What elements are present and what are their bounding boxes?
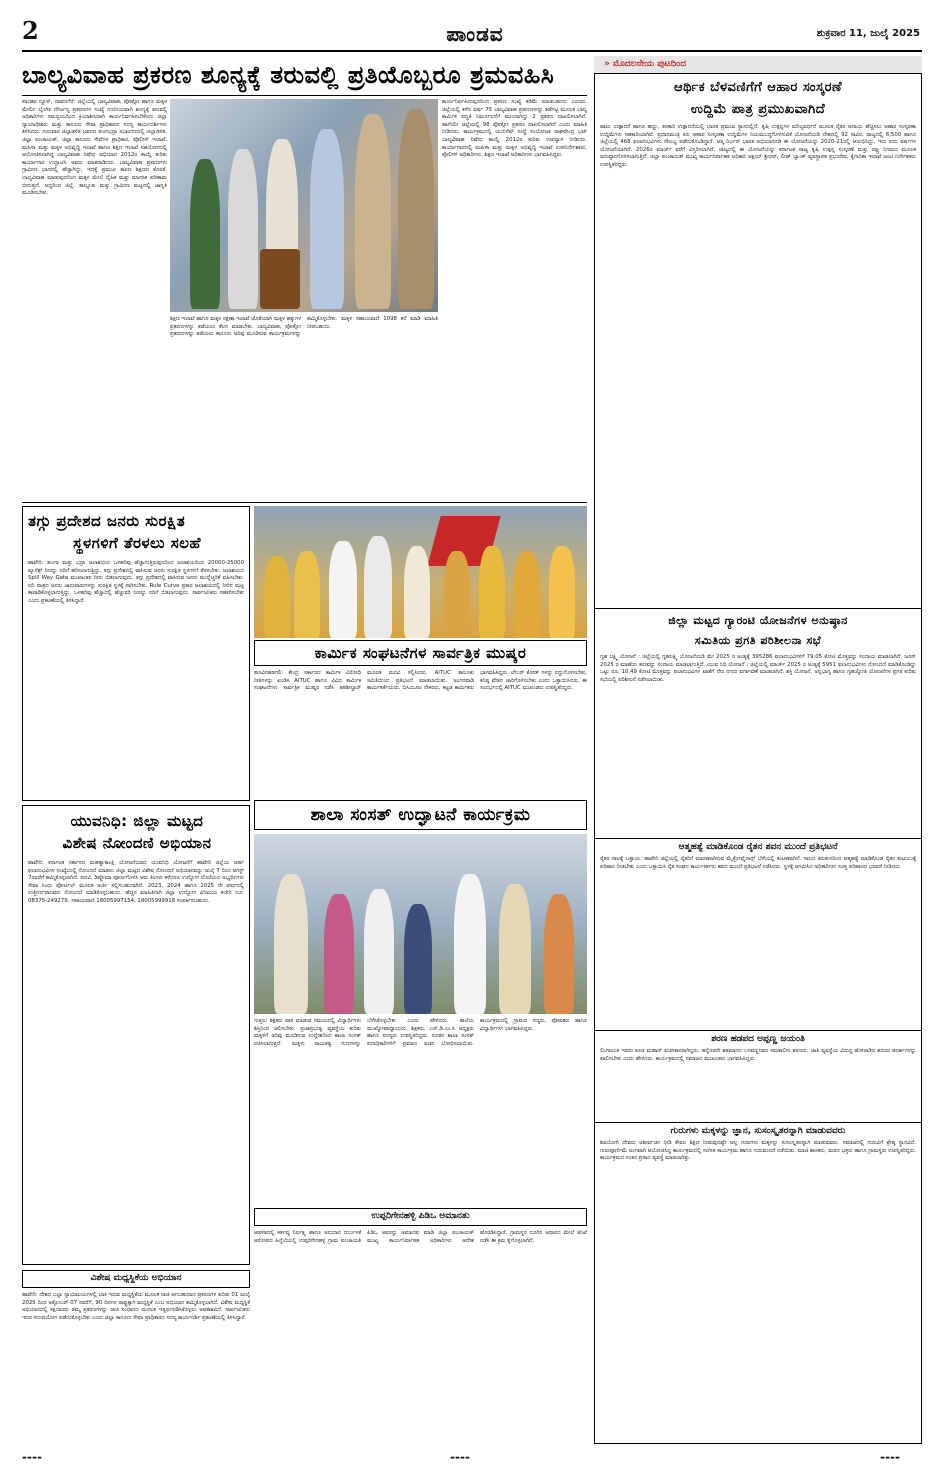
story4-body: ಹಾವೇರಿ: ಕರ್ನಾಟಕ ಸರ್ಕಾರದ ಮಹತ್ವಾಕಾಂಕ್ಷಿ ಯೋಜನೆಯಾದ ಯುವನಿಧಿ ಯೋಜನೆಗೆ ಹಾವೇರಿ ಜಿಲ್ಲೆಯ ಅರ್ಹ ಫಲಾನುಭವಿಗಳ ಸಂಖ್ಯೆಯಲ್ಲಿ ನೋಂದಣಿ ಮಾಡಲು ಜಿಲ್ಲಾ ಮಟ್ಟದ ವಿಶೇಷ ನೋಂದಣಿ ಅಭಿಯಾನವನ್ನು ಜುಲೈ 7 ರಿಂದ ಆಗಸ್ಟ್ 7ರವರೆಗೆ ಹಮ್ಮಿಕೊಳ್ಳಲಾಗಿದೆ. ಪದವಿ, ಡಿಪ್ಲೊಮಾ ಪೂರ್ಣಗೊಳಿಸಿ ಆರು ತಿಂಗಳು ಕಳೆದರೂ ಉದ್ಯೋಗ ದೊರೆಯದ ಅಭ್ಯರ್ಥಿಗಳು ಸೇವಾ ಸಿಂಧು ಪೋರ್ಟಲ್ ಮೂಲಕ ಅರ್ಜಿ ಸಲ್ಲಿಸಬಹುದಾಗಿದೆ. 2023, 2024 ಹಾಗೂ 2025 ನೇ ವರ್ಷದಲ್ಲಿ ಉತ್ತೀರ್ಣರಾದವರು ನೋಂದಣಿ ಮಾಡಿಕೊಳ್ಳಬಹುದು. ಹೆಚ್ಚಿನ ಮಾಹಿತಿಗಾಗಿ ಜಿಲ್ಲಾ ಉದ್ಯೋಗ ವಿನಿಮಯ ಕಚೇರಿ ದೂ: 08375-249279, ಸಹಾಯವಾಣಿ 18005997154, 18005999918 ಸಂಪರ್ಕಿಸಬಹುದು. [28, 860, 244, 904]
story5-body: ಹಾವೇರಿ: ದೇಶದ ಎಲ್ಲಾ ನ್ಯಾಯಾಲಯಗಳಲ್ಲಿ ಬಾಕಿ ಇರುವ ಮಧ್ಯಸ್ಥಿಕೆಯ ಮೂಲಕ ರಾಜಿ ಆಗಬಹುದಾದ ಪ್ರಕರಣಗಳ ಕುರಿತು 01 ಜುಲೈ 2025 ರಿಂದ ಅಕ್ಟೋಬರ್ 07 ರವರೆಗೆ, 90 ದಿನಗಳ ರಾಷ್ಟ್ರಕ್ಕಾಗಿ ಮಧ್ಯಸ್ಥಿಕೆ ಎಂಬ ಅಭಿಯಾನ ಹಮ್ಮಿಕೊಳ್ಳಲಾಗಿದೆ. ವಿಶೇಷ ಮಧ್ಯಸ್ಥಿಕೆ ಅಭಿಯಾನದಲ್ಲಿ ಕಕ್ಷಿದಾರರು ತಮ್ಮ ಪ್ರಕರಣಗಳನ್ನು ರಾಜಿ ಸಂಧಾನದ ಮೂಲಕ ಇತ್ಯರ್ಥಪಡಿಸಿಕೊಳ್ಳಲು ಅವಕಾಶವಿದೆ. ಸಾರ್ವಜನಿಕರು ಇದರ ಸದುಪಯೋಗ ಪಡೆದುಕೊಳ್ಳಬೇಕು ಎಂದು ಜಿಲ್ಲಾ ಕಾನೂನು ಸೇವಾ ಪ್ರಾಧಿಕಾರದ ಸದಸ್ಯ ಕಾರ್ಯದರ್ಶಿ ಪ್ರಕಟಣೆಯಲ್ಲಿ ತಿಳಿಸಿದ್ದಾರೆ. [22, 1292, 250, 1321]
right-banner [594, 56, 922, 74]
story4-headline-line2: ವಿಶೇಷ ನೋಂದಣಿ ಅಭಿಯಾನ [62, 834, 212, 852]
story3-photo [254, 506, 587, 638]
footer-right-dashes: ---- [880, 1450, 900, 1464]
right-story-a-body: ಹಾಲು ಉತ್ಪಾದನೆ ಹಾಗೂ ಹಣ್ಣು, ತರಕಾರಿ ಉತ್ಪಾದನೆಯಲ್ಲಿ ಭಾರತ ಪ್ರಮುಖ ಸ್ಥಾನದಲ್ಲಿದೆ. ಕೃಷಿ ಉತ್ಪನ್ನಗಳ ಮೌಲ್ಯವರ್ಧನೆ ಮೂಲಕ ರೈತರ ಆದಾಯ ಹೆಚ್ಚಿಸಲು ಆಹಾರ ಸಂಸ್ಕರಣಾ ಉದ್ದಿಮೆಗಳು ಸಹಕಾರಿಯಾಗಿವೆ. ಪ್ರಧಾನಮಂತ್ರಿ ಕಿರು ಆಹಾರ ಸಂಸ್ಕರಣಾ ಉದ್ದಿಮೆಗಳ ನಿಯಮಬದ್ಧಗೊಳಿಸುವಿಕೆ ಯೋಜನೆಯಡಿ ದೇಶದಲ್ಲಿ 92 ಸಾವಿರ, ರಾಜ್ಯದಲ್ಲಿ 6,500 ಹಾಗೂ ಜಿಲ್ಲೆಯಲ್ಲಿ 468 ಫಲಾನುಭವಿಗಳು ಸೌಲಭ್ಯ ಪಡೆದುಕೊಂಡಿದ್ದಾರೆ. ಆತ್ಮ ನಿರ್ಭರ್ ಭಾರತ ಅಭಿಯಾನದಡಿ ಈ ಯೋಜನೆಯನ್ನು 2020-21ರಲ್ಲಿ ಆರಂಭಿಸಿದ್ದು, ಇದು ಐದು ವರ್ಷಗಳ ಯೋಜನೆಯಾಗಿದೆ. 2026ರ ಮಾರ್ಚ್ ವರೆಗೆ ವಿಸ್ತರಿಸಲಾಗಿದೆ. ರಾಜ್ಯದಲ್ಲಿ ಈ ಯೋಜನೆಯನ್ನು ಕರ್ನಾಟಕ ರಾಜ್ಯ ಕೃಷಿ ಉತ್ಪನ್ನ ಸಂಸ್ಕರಣೆ ಮತ್ತು ರಫ್ತು ನಿಗಮದ ಮೂಲಕ ಅನುಷ್ಠಾನಗೊಳಿಸಲಾಗುತ್ತಿದೆ. ಜಿಲ್ಲಾ ಪಂಚಾಯತ್ ಮುಖ್ಯ ಕಾರ್ಯನಿರ್ವಾಹಕ ಅಧಿಕಾರಿ ಅಕ್ಷಯ್ ಶ್ರೀಧರ್, ಲೀಡ್ ಬ್ಯಾಂಕ್ ವ್ಯವಸ್ಥಾಪಕ ಪ್ರಭುದೇವ, ಕೈಗಾರಿಕಾ ಇಲಾಖೆ ಜಂಟಿ ನಿರ್ದೇಶಕರು ಉಪಸ್ಥಿತರಿದ್ದರು. [600, 124, 916, 168]
right-story-c-body: ರೈತರ ಸಾಲಕ್ಕೆ ಒತ್ತಾಯ: ಹಾವೇರಿ ಜಿಲ್ಲೆಯಲ್ಲಿ ರೈತರಿಗೆ ಮಾರಕವಾಗಿರುವ ಮೈಕ್ರೋಫೈನಾನ್ಸ್ ಬೆಳೆಯಲ್ಲಿ ಕಂಟಕವಾಗಿದೆ. ಸಾಲದ ಕಿರುಕುಳದಿಂದ ಆತ್ಮಹತ್ಯೆ ಮಾಡಿಕೊಂಡ ರೈತನ ಕುಟುಂಬಕ್ಕೆ ಪರಿಹಾರ ನೀಡಬೇಕು ಎಂದು ಒತ್ತಾಯಿಸಿ ರೈತ ಸಂಘದ ಕಾರ್ಯಕರ್ತರು ಶವದ ಮುಂದೆ ಪ್ರತಿಭಟನೆ ನಡೆಸಿದರು. ಸ್ಥಳಕ್ಕೆ ಆಗಮಿಸಿದ ಅಧಿಕಾರಿಗಳು ಸೂಕ್ತ ಪರಿಹಾರದ ಭರವಸೆ ನೀಡಿದರು. [600, 856, 916, 870]
story3-body: ಹೂವಿನಹಡಗಲಿ: ಕೇಂದ್ರ ಸರ್ಕಾರದ ಕಾರ್ಮಿಕ ವಿರೋಧಿ ನೀತಿಗಳನ್ನು ಖಂಡಿಸಿ AITUC ಹಾಗೂ ವಿವಿಧ ಕಾರ್ಮಿಕ ಸಂಘಟನೆಗಳು ಸಾರ್ವತ್ರಿಕ ಮುಷ್ಕರ ನಡೆಸಿ ತಹಶೀಲ್ದಾರ್ ಮೂಲಕ ಮನವಿ ಸಲ್ಲಿಸಿದರು. AITUC ತಾಲೂಕು ಸಮಿತಿಯಿಂದ ಪ್ರತಿಭಟನೆ ಮಾಡಲಾಯಿತು. ಅಂಗನವಾಡಿ ಕಾರ್ಯಕರ್ತೆಯರು, ಬಿಸಿಯೂಟ ನೌಕರರು, ಕಟ್ಟಡ ಕಾರ್ಮಿಕರು ಭಾಗವಹಿಸಿದ್ದರು. ಲೇಬರ್ ಕೋಡ್ ಗಳನ್ನು ರದ್ದುಗೊಳಿಸಬೇಕು, ಕನಿಷ್ಠ ವೇತನ ಜಾರಿಗೊಳಿಸಬೇಕು ಎಂದು ಒತ್ತಾಯಿಸಿದರು. ಈ ಸಂದರ್ಭದಲ್ಲಿ AITUC ಮುಖಂಡರು ಉಪಸ್ಥಿತರಿದ್ದರು. [254, 670, 587, 692]
story1-rule [22, 95, 587, 96]
right-rule-4 [594, 1122, 922, 1123]
story3-headline: ಕಾರ್ಮಿಕ ಸಂಘಟನೆಗಳ ಸಾರ್ವತ್ರಿಕ ಮುಷ್ಕರ [314, 644, 527, 662]
story1-bottom-rule [22, 502, 587, 503]
right-story-d-body: ಲಿಂಗಾಯತ ಇವರು ಕೂಡ ಮಹಾನ್ ವಚನಕಾರರಾಗಿದ್ದರು. ಹನ್ನೆರಡನೇ ಶತಮಾನದ ಬಸವಣ್ಣನವರ ಸಮಕಾಲೀನ ಶರಣರು. ಜಾತಿ ವ್ಯವಸ್ಥೆಯ ವಿರುದ್ಧ ಹೋರಾಡಿದ ಶರಣರ ಆದರ್ಶಗಳನ್ನು ಪಾಲಿಸಬೇಕು ಎಂದು ಹೇಳಿದರು. ಕಾರ್ಯಕ್ರಮದಲ್ಲಿ ಸಮಾಜದ ಮುಖಂಡರು ಭಾಗವಹಿಸಿದ್ದರು. [600, 1048, 916, 1062]
right-story-d-head: ಶರಣ ಹಡಪದ ಅಪ್ಪಣ್ಣ ಜಯಂತಿ [711, 1034, 805, 1044]
story1-col-mid: ಶಿಕ್ಷಣ ಇಲಾಖೆ ಹಾಗೂ ಮಕ್ಕಳ ರಕ್ಷಣಾ ಇಲಾಖೆ ಜೊತೆಯಾಗಿ ಮಕ್ಕಳ ಹಕ್ಕುಗಳ ಪ್ರಕರಣಗಳನ್ನು ತಡೆಯಲು ಕೆಲಸ ಮಾಡಬೇಕು. ಬಾಲ್ಯವಿವಾಹ, ಪೋಕ್ಸೋ ಪ್ರಕರಣಗಳನ್ನು ತಡೆಯಲು ಕಾನೂನು ಅರಿವು ಮೂಡಿಸುವ ಕಾರ್ಯಕ್ರಮಗಳನ್ನು ಹಮ್ಮಿಕೊಳ್ಳಬೇಕು. ಮಕ್ಕಳ ಸಹಾಯವಾಣಿ 1098 ಕರೆ ಮಾಡಿ ಮಾಹಿತಿ ನೀಡಬಹುದು. [170, 316, 438, 338]
story4-headline-line1: ಯುವನಿಧಿ: ಜಿಲ್ಲಾ ಮಟ್ಟದ [70, 812, 204, 830]
page-number: 2 [22, 16, 39, 45]
right-story-b-body: ಗೃಹ ಲಕ್ಷ್ಮಿ ಯೋಜನೆ : ಜಿಲ್ಲೆಯಲ್ಲಿ ಗೃಹಲಕ್ಷ್ಮಿ ಯೋಜನೆಯಡಿ ಮೇ 2025 ರ ಅಂತ್ಯಕ್ಕೆ 395286 ಫಲಾನುಭವಿಗಳಿಗೆ 79.05 ಕೋಟಿ ಮೊತ್ತವನ್ನು ಸಂದಾಯ ಮಾಡಲಾಗಿದೆ. ಜೂನ್ 2025 ರ ಮಾಹೆಯ ಹಣವನ್ನು ಸಂದಾಯ ಮಾಡಲಾಗುತ್ತಿದೆ. ಯುವ ನಿಧಿ ಯೋಜನೆ : ಜಿಲ್ಲೆಯಲ್ಲಿ ಮಾರ್ಚ್ 2025 ರ ಅಂತ್ಯಕ್ಕೆ 5951 ಫಲಾನುಭವಿಗಳು ನೋಂದಣಿ ಮಾಡಿಕೊಂಡಿದ್ದು ಒಟ್ಟು ರೂ. 10.49 ಕೋಟಿ ಮೊತ್ತವನ್ನು ಫಲಾನುಭವಿಗಳ ಖಾತೆಗೆ ನೇರ ನಗದು ವರ್ಗಾವಣೆ ಮಾಡಲಾಗಿದೆ. ಶಕ್ತಿ ಯೋಜನೆ, ಅನ್ನಭಾಗ್ಯ ಹಾಗೂ ಗೃಹಜ್ಯೋತಿ ಯೋಜನೆಗಳ ಪ್ರಗತಿ ಕುರಿತು ಸಭೆಯಲ್ಲಿ ಪರಿಶೀಲನೆ ನಡೆಸಲಾಯಿತು. [600, 654, 916, 683]
story5-headline: ವಿಶೇಷ ಮಧ್ಯಸ್ಥಿಕೆಯ ಅಭಿಯಾನ [90, 1273, 182, 1283]
right-story-e-body: ಶಿವಯೋಗಿ ದೇವರು ಅಶೀರ್ವಚನ ನೀಡಿ ಕೇವಲ ಶಿಕ್ಷಣ ನೀಡುವುದಷ್ಟೇ ಅಲ್ಲ ಗುರುಗಳು ಮಕ್ಕಳನ್ನು ಸುಸಂಸ್ಕೃತರನ್ನಾಗಿ ಮಾಡುವವರು. ಸಮಾಜದಲ್ಲಿ ಗುರುವಿಗೆ ಶ್ರೇಷ್ಠ ಸ್ಥಾನವಿದೆ. ಗುರುಪೂರ್ಣಿಮೆ ಅಂಗವಾಗಿ ಆಯೋಜಿಸಿದ್ದ ಕಾರ್ಯಕ್ರಮದಲ್ಲಿ ಸಂಗೀತ ಕಾರ್ಯಕ್ರಮ ಹಾಗೂ ಗುರುವಂದನೆ ನಡೆಯಿತು. ಮಾಜಿ ಶಾಸಕರು, ಮಠದ ಭಕ್ತರು ಹಾಗೂ ಗ್ರಾಮಸ್ಥರು ಉಪಸ್ಥಿತರಿದ್ದರು. ಕಾರ್ಯಕ್ರಮದ ನಂತರ ಪ್ರಸಾದ ವ್ಯವಸ್ಥೆ ಮಾಡಲಾಗಿತ್ತು. [600, 1140, 916, 1162]
story2-headline-line2: ಸ್ಥಳಗಳಿಗೆ ತೆರಳಲು ಸಲಹೆ [73, 534, 201, 552]
story2-body: ಹಾವೇರಿ: ತುಂಗಾ ಮತ್ತು ಭದ್ರಾ ಜಲಾಶಯದ ಒಳಹರಿವು ಹೆಚ್ಚಾಗುತ್ತಿರುವುದರಿಂದ ಜಲಾಶಯದಿಂದ 20000-25000 ಕ್ಯೂಸೆಕ್ಸ್ ನೀರನ್ನು ನದಿಗೆ ಹರಿಸಲಾಗುತ್ತಿದ್ದು, ತಗ್ಗು ಪ್ರದೇಶದಲ್ಲಿ ವಾಸಿಸುವ ಜನರು ಸುರಕ್ಷಿತ ಸ್ಥಳಗಳಿಗೆ ತೆರಳಬೇಕು. ಜಲಾಶಯದ Spill Way Gate ಮುಖಾಂತರ ನೀರು ಬಿಡಲಾಗುವುದು. ತಗ್ಗು ಪ್ರದೇಶದಲ್ಲಿ ವಾಸಿಸುವ ಜನರು ಮುನ್ನೆಚ್ಚರಿಕೆ ವಹಿಸಬೇಕು. ನದಿ ಪಾತ್ರದ ಜನರು ಜಾನುವಾರುಗಳನ್ನು ಸುರಕ್ಷಿತ ಸ್ಥಳಕ್ಕೆ ಸಾಗಿಸಬೇಕು. Rule Curve ಪ್ರಕಾರ ಜಲಾಶಯದಲ್ಲಿ ನೀರಿನ ಮಟ್ಟ ಕಾಪಾಡಿಕೊಳ್ಳಲಾಗುತ್ತಿದ್ದು, ಒಳಹರಿವು ಹೆಚ್ಚಾದಲ್ಲಿ ಹೆಚ್ಚುವರಿ ನೀರನ್ನು ನದಿಗೆ ಬಿಡಲಾಗುವುದು. ಸಾರ್ವಜನಿಕರು ಸಹಕರಿಸಬೇಕು ಎಂದು ಪ್ರಕಟಣೆಯಲ್ಲಿ ತಿಳಿಸಿದ್ದಾರೆ. [28, 560, 244, 604]
story6-headline: ಶಾಲಾ ಸಂಸತ್ ಉದ್ಘಾಟನೆ ಕಾರ್ಯಕ್ರಮ [310, 805, 531, 825]
right-story-b-head2: ಸಮಿತಿಯ ಪ್ರಗತಿ ಪರಿಶೀಲನಾ ಸಭೆ [694, 634, 822, 647]
paper-name: ಪಾಂಡವ [446, 22, 504, 46]
story6-body: ಗುತ್ತಲ: ಶಿಕ್ಷಕರು ಪಾಠ ಮಾಡುವ ಸಮಯದಲ್ಲಿ ವಿದ್ಯಾರ್ಥಿಗಳು ಶಿಸ್ತಿನಿಂದ ಆಲಿಸಬೇಕು. ಪ್ರಜಾಪ್ರಭುತ್ವ ವ್ಯವಸ್ಥೆಯ ಕುರಿತು ಮಕ್ಕಳಿಗೆ ಅರಿವು ಮೂಡಿಸುವ ಉದ್ದೇಶದಿಂದ ಶಾಲಾ ಸಂಸತ್ ರಚಿಸಲಾಗುತ್ತದೆ. ಮಕ್ಕಳು ನಾಯಕತ್ವ ಗುಣಗಳನ್ನು ಬೆಳೆಸಿಕೊಳ್ಳಬೇಕು ಎಂದು ಹೇಳಿದರು. ಶಾಲೆಯ ಮುಖ್ಯೋಪಾಧ್ಯಾಯರು, ಶಿಕ್ಷಕರು, ಎಸ್.ಡಿ.ಎಂ.ಸಿ ಅಧ್ಯಕ್ಷರು ಹಾಗೂ ಸದಸ್ಯರು ಉಪಸ್ಥಿತರಿದ್ದರು. ನೂತನ ಶಾಲಾ ಸಂಸತ್ ಪದಾಧಿಕಾರಿಗಳಿಗೆ ಪ್ರಮಾಣ ವಚನ ಬೋಧಿಸಲಾಯಿತು. ಕಾರ್ಯಕ್ರಮದಲ್ಲಿ ಗ್ರಾಮದ ಗಣ್ಯರು, ಪೋಷಕರು ಹಾಗೂ ವಿದ್ಯಾರ್ಥಿಗಳು ಭಾಗವಹಿಸಿದ್ದರು. [254, 1018, 587, 1047]
footer-left-dashes: ---- [22, 1450, 42, 1464]
issue-date: ಶುಕ್ರವಾರ 11, ಜುಲೈ 2025 [816, 28, 920, 39]
story1-headline: ಬಾಲ್ಯವಿವಾಹ ಪ್ರಕರಣ ಶೂನ್ಯಕ್ಕೆ ತರುವಲ್ಲಿ ಪ್ರತಿಯೊಬ್ಬರೂ ಶ್ರಮವಹಿಸಿ [22, 61, 555, 89]
right-story-a-head1: ಆರ್ಥಿಕ ಬೆಳವಣಿಗೆಗೆ ಆಹಾರ ಸಂಸ್ಕರಣೆ [674, 80, 842, 95]
story1-col1: ಪಾಂಡವ ನ್ಯೂಸ್, ದಾವಣಗೆರೆ: ಜಿಲ್ಲೆಯಲ್ಲಿ ಬಾಲ್ಯವಿವಾಹ, ಪೋಕ್ಸೋ ಹಾಗೂ ಮಕ್ಕಳ ಮೇಲಿನ ಲೈಂಗಿಕ ದೌರ್ಜನ್ಯ ಪ್ರಕರಣಗಳ ಸಂಖ್ಯೆ ಗಣನೀಯವಾಗಿ ಶೂನ್ಯಕ್ಕೆ ತರುವಲ್ಲಿ ಅಧಿಕಾರಿಗಳು ಸಮನ್ವಯದಿಂದ ಕ್ರಿಯಾಶೀಲರಾಗಿ ಕಾರ್ಯನಿರ್ವಹಿಸಬೇಕೆಂದು ಜಿಲ್ಲಾ ನ್ಯಾಯಾಧೀಶರು ಮತ್ತು ಕಾನೂನು ಸೇವಾ ಪ್ರಾಧಿಕಾರದ ಸದಸ್ಯ ಕಾರ್ಯದರ್ಶಿಗಳು ತಿಳಿಸಿದರು. ಗುರುವಾರ ಜಿಲ್ಲಾಡಳಿತ ಭವನದ ತುಂಗಭದ್ರಾ ಸಭಾಂಗಣದಲ್ಲಿ ಜಿಲ್ಲಾಡಳಿತ, ಜಿಲ್ಲಾ ಪಂಚಾಯತ್, ಜಿಲ್ಲಾ ಕಾನೂನು ಸೇವೆಗಳ ಪ್ರಾಧಿಕಾರ, ಪೊಲೀಸ್ ಇಲಾಖೆ, ಮಹಿಳಾ ಮತ್ತು ಮಕ್ಕಳ ಅಭಿವೃದ್ಧಿ ಇಲಾಖೆ ಹಾಗೂ ಶಿಕ್ಷಣ ಇಲಾಖೆ ಸಹಯೋಗದಲ್ಲಿ ಆಯೋಜಿಸಲಾಗಿದ್ದ ಬಾಲ್ಯವಿವಾಹ ನಿಷೇಧ ಅಭಿಯಾನ 2012ರ ಕಾಯ್ದೆ ಕುರಿತು ಕಾರ್ಯಾಗಾರ ಉದ್ಘಾಟಿಸಿ ಅವರು ಮಾತನಾಡಿದರು. ಬಾಲ್ಯವಿವಾಹ ಪ್ರಕರಣಗಳು ಗ್ರಾಮೀಣ ಭಾಗದಲ್ಲಿ ಹೆಚ್ಚಾಗಿದ್ದು, ಇದಕ್ಕೆ ಪ್ರಮುಖ ಕಾರಣ ಶಿಕ್ಷಣದ ಕೊರತೆ. ಬಾಲ್ಯವಿವಾಹ ಮಾಡುವುದರಿಂದ ಮಕ್ಕಳ ಮೇಲೆ ದೈಹಿಕ ಮತ್ತು ಮಾನಸಿಕ ಪರಿಣಾಮ ಬೀರುತ್ತದೆ. ಅದ್ದರಿಂದ ಜಿಲ್ಲೆ, ತಾಲ್ಲೂಕು ಮತ್ತು ಗ್ರಾಮೀಣ ಮಟ್ಟದಲ್ಲಿ ಜಾಗೃತಿ ಮೂಡಿಸಬೇಕು. [22, 99, 167, 197]
right-banner-label: » ಮೊದಲನೇಯ ಪುಟದಿಂದ [604, 59, 687, 69]
story7-body: ಆಡಳಿತದಲ್ಲಿ ಕರ್ತವ್ಯ ನಿರ್ಲಕ್ಷ್ಯ ಹಾಗೂ ಅನುದಾನ ದುರ್ಬಳಕೆ ಆರೋಪದ ಹಿನ್ನೆಲೆಯಲ್ಲಿ ಉಪ್ಪರಿಗೇನಹಳ್ಳಿ ಗ್ರಾಮ ಪಂಚಾಯತಿ ಪಿಡಿಒ ಅವರನ್ನು ಅಮಾನತು ಮಾಡಿ ಜಿಲ್ಲಾ ಪಂಚಾಯತ್ ಮುಖ್ಯ ಕಾರ್ಯನಿರ್ವಾಹಕ ಅಧಿಕಾರಿಗಳು ಆದೇಶ ಹೊರಡಿಸಿದ್ದಾರೆ. ಗ್ರಾಮಸ್ಥರ ದೂರಿನ ಆಧಾರದ ಮೇಲೆ ತನಿಖೆ ನಡೆಸಿ ಈ ಕ್ರಮ ಕೈಗೊಳ್ಳಲಾಗಿದೆ. [254, 1230, 587, 1244]
right-rule-3 [594, 1030, 922, 1031]
story1-col3: ಕಾರ್ಯನಿರ್ವಹಿಸುವುದರಿಂದ ಪ್ರಕರಣ ಸಂಖ್ಯೆ ಕಡಿಮೆ ಮಾಡಬಹುದು ಎಂದರು. ಜಿಲ್ಲೆಯಲ್ಲಿ ಕಳೆದ ವರ್ಷ 75 ಬಾಲ್ಯವಿವಾಹ ಪ್ರಕರಣಗಳನ್ನು ತಡೆಗಟ್ಟಿ ಮೂಲಕ ಬಾಲ್ಯ ಕಾರ್ಮಿಕ ಪದ್ಧತಿ ನಿರ್ಮೂಲನೆಗೆ ಮುಂದಾಗಿದ್ದು 2 ಪ್ರಕರಣ ದಾಖಲಿಸಲಾಗಿದೆ. ಹಾಗೆಯೇ ಜಿಲ್ಲೆಯಲ್ಲಿ 98 ಪೋಕ್ಸೋ ಪ್ರಕರಣ ದಾಖಲಿಸಲಾಗಿದೆ ಎಂದು ಮಾಹಿತಿ ನೀಡಿದರು. ಕಾರ್ಯಕ್ರಮದಲ್ಲಿ ಯುನಿಸೆಫ್ ಸಂಸ್ಥೆ ಸಂಯೋಜಕ ರಾಘವೇಂದ್ರ ಭಟ್ ಬಾಲ್ಯವಿವಾಹ ನಿಷೇಧ ಕಾಯ್ದೆ 2012ರ ಕುರಿತು ಉಪನ್ಯಾಸ ನೀಡಿದರು. ಕಾರ್ಯಾಗಾರದಲ್ಲಿ ಮಹಿಳಾ ಮತ್ತು ಮಕ್ಕಳ ಅಭಿವೃದ್ಧಿ ಇಲಾಖೆ ಉಪನಿರ್ದೇಶಕರು, ಪೊಲೀಸ್ ಅಧಿಕಾರಿಗಳು, ಶಿಕ್ಷಣ ಇಲಾಖೆ ಅಧಿಕಾರಿಗಳು ಭಾಗವಹಿಸಿದ್ದರು. [442, 99, 587, 159]
story6-photo [254, 834, 587, 1014]
story2-headline-line1: ತಗ್ಗು ಪ್ರದೇಶದ ಜನರು ಸುರಕ್ಷಿತ [28, 512, 186, 530]
right-story-a-head2: ಉದ್ದಿಮೆ ಪಾತ್ರ ಪ್ರಮುಖವಾಗಿದೆ [690, 102, 826, 117]
right-rule-1 [594, 608, 922, 609]
right-story-b-head1: ಜಿಲ್ಲಾ ಮಟ್ಟದ ಗ್ಯಾರಂಟಿ ಯೋಜನೆಗಳ ಅನುಷ್ಠಾನ [668, 614, 848, 627]
right-story-c-head: ಆತ್ಮಹತ್ಯೆ ಮಾಡಿಕೊಂಡ ರೈತನ ಶವನ ಮುಂದೆ ಪ್ರತಿಭಟನೆ [678, 842, 838, 852]
right-story-e-head: ಗುರುಗಳು ಮಕ್ಕಳನ್ನು ಜ್ಞಾನ, ಸುಸಂಸ್ಕೃತರನ್ನಾಗಿ ಮಾಡುವವರು [670, 1126, 846, 1136]
footer-center-dashes: ---- [450, 1450, 470, 1464]
story1-photo [170, 99, 438, 312]
story7-headline: ಉಪ್ಪರಿಗೇನಹಳ್ಳಿ ಪಿಡಿಒ ಅಮಾನತು [371, 1211, 470, 1221]
masthead-rule [22, 50, 922, 52]
right-rule-2 [594, 838, 922, 839]
